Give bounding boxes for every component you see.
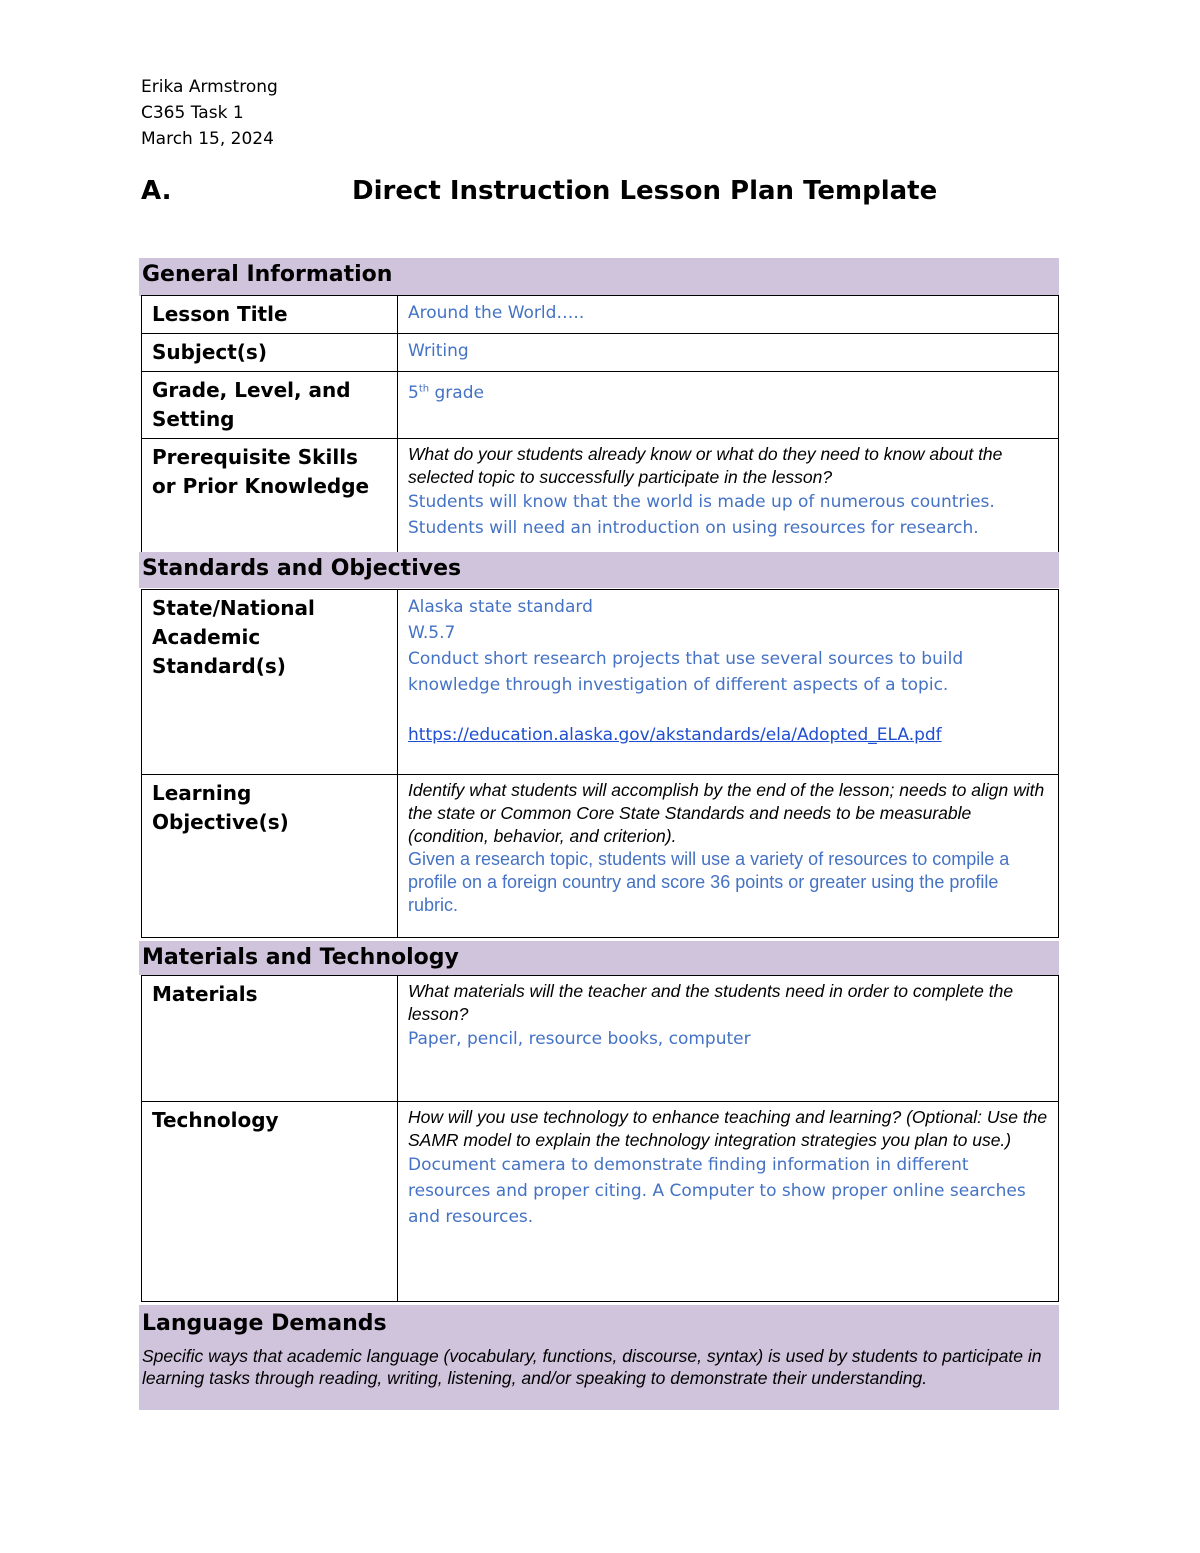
table-row xyxy=(142,775,1059,938)
learning-objective-label: Learning Objective(s) xyxy=(142,775,398,938)
document-date: March 15, 2024 xyxy=(141,129,274,149)
lesson-title-label: Lesson Title xyxy=(142,296,398,334)
technology-prompt: How will you use technology to enhance teaching and learning? (Optional: Use the SAMR model to explain the technology integration strategies you plan to use.) xyxy=(408,1107,1048,1150)
language-description: Specific ways that academic language (vocabulary, functions, discourse, syntax) is used by students to participate in learning tasks through reading, writing, listening, and/or speaking to demonstrate their understanding. xyxy=(142,1346,1042,1388)
materials-table xyxy=(141,975,1059,1302)
prereq-prompt: What do your students already know or what do they need to know about the selected topic to successfully participate in the lesson? xyxy=(408,444,1003,487)
prereq-answer-2: Students will need an introduction on using resources for research. xyxy=(408,518,979,538)
document-title xyxy=(141,176,1061,212)
lesson-title-value: Around the World….. xyxy=(408,303,585,323)
standards-link[interactable]: https://education.alaska.gov/akstandards/ela/Adopted_ELA.pdf xyxy=(408,725,942,745)
table-row xyxy=(142,590,1059,775)
prereq-label: Prerequisite Skills or Prior Knowledge xyxy=(142,439,398,564)
standard-line-1: Alaska state standard xyxy=(408,597,593,617)
materials-prompt: What materials will the teacher and the students need in order to complete the lesson? xyxy=(408,981,1014,1024)
materials-answer: Paper, pencil, resource books, computer xyxy=(408,1029,751,1049)
general-info-table xyxy=(141,295,1059,564)
table-row xyxy=(142,1102,1059,1302)
technology-label: Technology xyxy=(142,1102,398,1302)
section-heading-language xyxy=(139,1305,1059,1410)
section-heading-general: General Information xyxy=(139,258,1059,296)
standards-table xyxy=(141,589,1059,938)
section-heading-standards: Standards and Objectives xyxy=(139,552,1059,588)
author-name: Erika Armstrong xyxy=(141,77,278,97)
title-letter: A. xyxy=(141,176,172,206)
section-heading-materials: Materials and Technology xyxy=(139,941,1059,975)
table-row xyxy=(142,372,1059,439)
objective-prompt: Identify what students will accomplish by the end of the lesson; needs to align with the state or Common Core State Standards and needs to be measurable (condition, behavior, and criterion). xyxy=(408,780,1045,846)
state-standard-label: State/National Academic Standard(s) xyxy=(142,590,398,775)
technology-answer: Document camera to demonstrate finding information in different resources and proper citing. A Computer to show proper online searches and resources. xyxy=(408,1155,1026,1227)
materials-label: Materials xyxy=(142,976,398,1102)
standard-code: W.5.7 xyxy=(408,623,456,643)
subjects-value: Writing xyxy=(408,341,469,361)
table-row xyxy=(142,976,1059,1102)
subjects-label: Subject(s) xyxy=(142,334,398,372)
grade-value: 5th grade xyxy=(408,382,484,403)
objective-answer: Given a research topic, students will use a variety of resources to compile a profile on a foreign country and score 36 points or greater using the profile rubric. xyxy=(408,849,1010,915)
task-name: C365 Task 1 xyxy=(141,103,244,123)
table-row xyxy=(142,439,1059,564)
title-text: Direct Instruction Lesson Plan Template xyxy=(352,176,938,206)
language-heading: Language Demands xyxy=(142,1311,387,1336)
author-header xyxy=(141,74,278,152)
prereq-answer-1: Students will know that the world is made up of numerous countries. xyxy=(408,492,995,512)
table-row xyxy=(142,334,1059,372)
grade-label: Grade, Level, and Setting xyxy=(142,372,398,439)
standard-description: Conduct short research projects that use several sources to build knowledge through investigation of different aspects of a topic. xyxy=(408,649,964,695)
table-row xyxy=(142,296,1059,334)
